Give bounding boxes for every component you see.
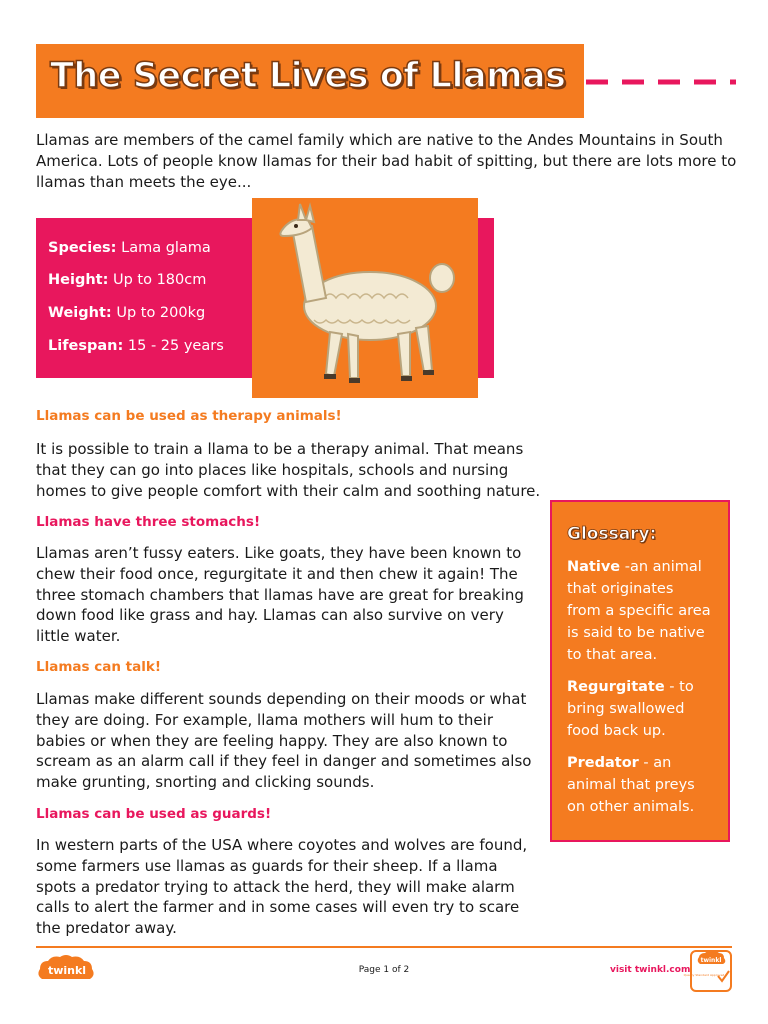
glossary-entry-native [567, 556, 727, 666]
page-title: The Secret Lives of Llamas [50, 56, 566, 96]
fact-value: Lama glama [116, 240, 211, 256]
intro-line: Llamas are members of the camel family which are native to the Andes Mountains in South [36, 131, 723, 149]
fact-value: Up to 180cm [108, 272, 207, 288]
section-paragraph-talk [36, 689, 536, 793]
glossary-line: bring swallowed [567, 701, 685, 717]
paragraph-line: make grunting, snorting and clicking sounds. [36, 773, 375, 792]
glossary-def: - an [638, 755, 672, 771]
glossary-line: from a specific area [567, 603, 711, 619]
fact-lifespan [48, 338, 224, 354]
badge-title: twinkl [700, 957, 722, 964]
section-paragraph-therapy [36, 439, 541, 501]
title-banner [36, 44, 584, 118]
paragraph-line: three stomach chambers that llamas have are great for breaking [36, 585, 524, 604]
fact-label: Lifespan: [48, 338, 124, 354]
fact-label: Species: [48, 240, 117, 256]
paragraph-line: that they can go into places like hospitals, schools and nursing [36, 460, 509, 479]
section-paragraph-guards [36, 835, 536, 939]
page-number: Page 1 of 2 [358, 965, 410, 975]
fact-species [48, 240, 211, 256]
section-heading-talk: Llamas can talk! [36, 659, 162, 675]
glossary-title: Glossary: [567, 524, 657, 544]
section-paragraph-stomachs [36, 543, 536, 647]
intro-line: llamas than meets the eye... [36, 173, 252, 191]
paragraph-line: It is possible to train a llama to be a therapy animal. That means [36, 440, 524, 458]
intro-line: America. Lots of people know llamas for their bad habit of spitting, but there are lots more to [36, 152, 737, 170]
llama-illustration [252, 198, 478, 398]
paragraph-line: calls to alert the farmer and in some cases will even try to scare [36, 898, 520, 917]
fact-value: 15 - 25 years [123, 338, 224, 354]
glossary-line [567, 752, 727, 774]
paragraph-line: homes to give people comfort with their calm and soothing nature. [36, 481, 541, 500]
fact-weight [48, 305, 205, 321]
paragraph-line: chew their food once, regurgitate it and then chew it again! The [36, 564, 518, 583]
glossary-line: food back up. [567, 723, 666, 739]
glossary-line: to that area. [567, 647, 658, 663]
glossary-term: Predator [567, 755, 639, 771]
paragraph-line: down food like grass and hay. Llamas can also survive on very [36, 606, 504, 625]
glossary-def: -an animal [620, 559, 702, 575]
paragraph-line: scream as an alarm call if they feel in danger and sometimes also [36, 752, 532, 771]
glossary-entry-regurgitate [567, 676, 727, 742]
paragraph-line: the predator away. [36, 919, 177, 938]
paragraph-line: Llamas aren’t fussy eaters. Like goats, they have been known to [36, 544, 522, 562]
quality-badge-icon [683, 950, 732, 992]
footer-divider [36, 946, 732, 948]
glossary-line: that originates [567, 581, 674, 597]
glossary-line: on other animals. [567, 799, 695, 815]
glossary-line [567, 676, 727, 698]
visit-link[interactable]: visit twinkl.com [610, 965, 691, 975]
paragraph-line: babies or when they are feeling happy. They are also known to [36, 731, 508, 750]
glossary-term: Regurgitate [567, 679, 665, 695]
fact-value: Up to 200kg [111, 305, 206, 321]
fact-label: Height: [48, 272, 109, 288]
glossary-box [550, 500, 730, 842]
fact-label: Weight: [48, 305, 112, 321]
section-heading-therapy: Llamas can be used as therapy animals! [36, 408, 342, 424]
fact-height [48, 272, 206, 288]
intro-paragraph [36, 130, 736, 193]
glossary-line [567, 556, 727, 578]
section-heading-guards: Llamas can be used as guards! [36, 806, 272, 822]
glossary-entry-predator [567, 752, 727, 818]
glossary-term: Native [567, 559, 621, 575]
dashed-decoration [586, 78, 736, 86]
glossary-line: animal that preys [567, 777, 695, 793]
badge-subtitle: Quality Standard Approved [683, 973, 725, 977]
logo-text: twinkl [47, 964, 87, 977]
paragraph-line: they are doing. For example, llama mothers will hum to their [36, 710, 493, 729]
paragraph-line: In western parts of the USA where coyotes and wolves are found, [36, 836, 528, 854]
section-heading-stomachs: Llamas have three stomachs! [36, 514, 261, 530]
paragraph-line: little water. [36, 627, 121, 646]
glossary-line: is said to be native [567, 625, 705, 641]
paragraph-line: some farmers use llamas as guards for their sheep. If a llama [36, 856, 498, 875]
llama-illustration-panel [252, 198, 478, 398]
glossary-def: - to [664, 679, 694, 695]
paragraph-line: spots a predator trying to attack the herd, they will make alarm [36, 877, 515, 896]
paragraph-line: Llamas make different sounds depending on their moods or what [36, 690, 527, 708]
